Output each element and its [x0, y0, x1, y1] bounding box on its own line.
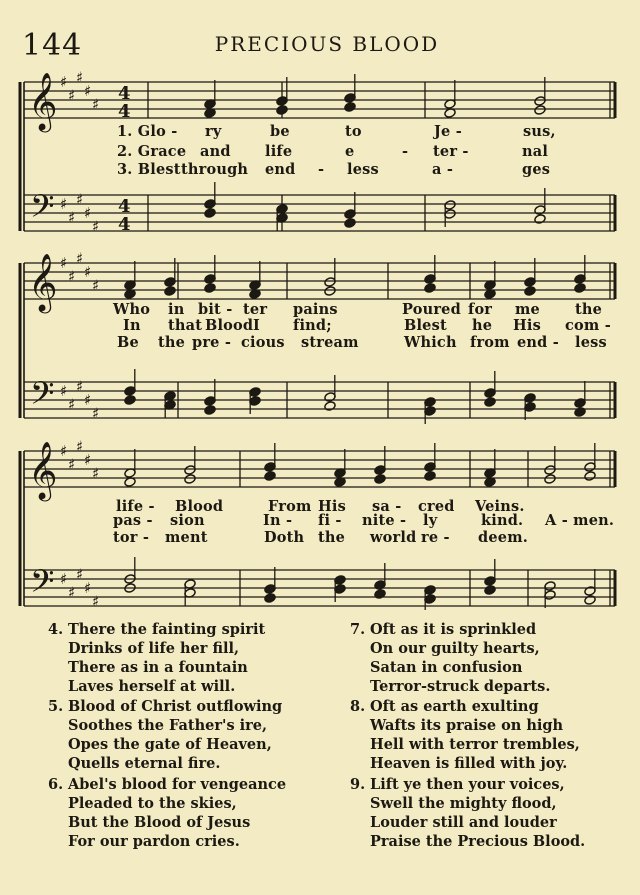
treble-clef: 𝄞: [28, 253, 58, 311]
quarter-note: [164, 286, 176, 297]
stanza-text: For our pardon cries.: [68, 833, 240, 850]
quarter-note: [124, 395, 136, 406]
sharp-sign: ♯: [76, 68, 84, 87]
stanza-text: Wafts its praise on high: [370, 717, 564, 734]
stanza-line: [350, 775, 585, 794]
stanza-number: 4.: [48, 621, 64, 638]
stanza-line: [350, 677, 550, 696]
half-note: [534, 105, 546, 116]
sharp-sign: ♯: [60, 195, 68, 213]
quarter-note: [204, 405, 216, 416]
stanza-text: There the fainting spirit: [68, 621, 266, 638]
sharp-sign: ♯: [60, 254, 68, 272]
lyric-syllable: the: [318, 529, 346, 546]
sharp-sign: ♯: [60, 570, 68, 588]
sharp-sign: ♯: [76, 565, 84, 584]
quarter-note: [574, 283, 586, 294]
lyric-syllable: tor -: [113, 529, 150, 546]
lyric-syllable: Je -: [434, 123, 462, 140]
stanza-number: 6.: [48, 776, 64, 793]
sharp-sign: ♯: [76, 249, 84, 268]
quarter-note: [344, 102, 356, 113]
stanza-line: [48, 775, 286, 794]
lyric-syllable: I: [253, 317, 260, 334]
quarter-note: [424, 471, 436, 482]
lyric-syllable: me: [515, 301, 540, 318]
stanza-text: Hell with terror trembles,: [370, 736, 580, 753]
time-signature-top: 4: [118, 83, 131, 104]
sharp-sign: ♯: [84, 263, 92, 281]
stanza-text: Praise the Precious Blood.: [370, 833, 586, 850]
hymn-title: PRECIOUS BLOOD: [214, 32, 440, 56]
lyric-syllable: he: [472, 317, 493, 334]
bass-clef: 𝄢: [30, 375, 55, 419]
lyric-syllable: ly: [423, 512, 438, 529]
lyric-syllable: e: [345, 143, 355, 160]
sharp-sign: ♯: [60, 73, 68, 91]
lyric-syllable: end -: [517, 334, 559, 351]
stanza-text: Oft as earth exulting: [370, 698, 539, 715]
lyric-syllable: kind.: [481, 512, 524, 529]
quarter-note: [374, 589, 386, 600]
stanza-line: [350, 658, 550, 677]
stanza-number: 7.: [350, 621, 366, 638]
lyric-syllable: deem.: [478, 529, 528, 546]
lyric-syllable: and: [200, 143, 231, 160]
bass-clef: 𝄢: [30, 188, 55, 232]
quarter-note: [264, 593, 276, 604]
stanza-number: 5.: [48, 698, 64, 715]
bass-clef: 𝄢: [30, 563, 55, 607]
lyric-syllable: that: [168, 317, 203, 334]
lyric-syllable: for: [468, 301, 493, 318]
sharp-sign: ♯: [76, 377, 84, 396]
lyric-syllable: Blest: [404, 317, 447, 334]
sharp-sign: ♯: [76, 437, 84, 456]
stanza-number: 8.: [350, 698, 366, 715]
lyric-syllable: ges: [522, 161, 551, 178]
stanza-number: 9.: [350, 776, 366, 793]
stanza-text: On our guilty hearts,: [370, 640, 540, 657]
quarter-note: [374, 474, 386, 485]
lyric-syllable: end: [265, 161, 296, 178]
quarter-note: [574, 407, 586, 418]
sharp-sign: ♯: [60, 442, 68, 460]
stanza-text: Swell the mighty flood,: [370, 795, 557, 812]
lyric-syllable: pains: [293, 301, 338, 318]
stanza-text: But the Blood of Jesus: [68, 814, 251, 831]
lyric-syllable: a -: [432, 161, 454, 178]
lyric-syllable: world: [370, 529, 417, 546]
lyric-syllable: Be: [117, 334, 139, 351]
time-signature-bottom: 4: [118, 101, 131, 122]
lyric-syllable: ry: [205, 123, 222, 140]
stanza-line: [350, 754, 580, 773]
stanza-text: Oft as it is sprinkled: [370, 621, 537, 638]
lyric-syllable: cious: [241, 334, 285, 351]
lyric-syllable: in: [168, 301, 185, 318]
lyric-syllable: ment: [165, 529, 208, 546]
sharp-sign: ♯: [92, 95, 100, 114]
sharp-sign: ♯: [92, 592, 100, 610]
lyric-syllable: Blood: [205, 317, 254, 334]
sharp-sign: ♯: [68, 208, 76, 227]
sharp-sign: ♯: [92, 404, 100, 423]
lyric-syllable: pas -: [113, 512, 153, 529]
stanza-line: [48, 735, 282, 754]
lyric-syllable: 3. Blest: [117, 161, 181, 178]
time-signature-bottom: 4: [118, 214, 131, 235]
stanza-text: Laves herself at will.: [68, 678, 236, 695]
lyric-syllable: Which: [404, 334, 457, 351]
sharp-sign: ♯: [92, 276, 100, 295]
lyric-syllable: -: [318, 161, 325, 178]
quarter-note: [484, 397, 496, 408]
stanza-line: [350, 639, 550, 658]
lyric-syllable: from: [470, 334, 510, 351]
lyric-syllable: In: [123, 317, 141, 334]
lyric-syllable: His: [513, 317, 541, 334]
page-number: 144: [22, 28, 83, 63]
stanza-text: There as in a fountain: [68, 659, 248, 676]
stanza-text: Louder still and louder: [370, 814, 557, 831]
sharp-sign: ♯: [84, 391, 92, 409]
stanza: [350, 775, 585, 851]
lyric-syllable: to: [345, 123, 362, 140]
lyric-syllable: Who: [113, 301, 151, 318]
sharp-sign: ♯: [68, 455, 76, 474]
stanza-text: Heaven is filled with joy.: [370, 755, 568, 772]
half-note: [584, 595, 596, 606]
lyric-syllable: Veins.: [475, 498, 525, 515]
lyric-syllable: Blood: [175, 498, 224, 515]
lyric-syllable: life -: [116, 498, 155, 515]
sharp-sign: ♯: [68, 86, 76, 105]
stanza-line: [48, 658, 265, 677]
lyric-syllable: In -: [263, 512, 293, 529]
stanza-line: [48, 794, 286, 813]
lyric-syllable: stream: [301, 334, 359, 351]
stanza-text: Drinks of life her fill,: [68, 640, 240, 657]
stanza: [350, 697, 580, 773]
lyric-syllable: life: [265, 143, 293, 160]
stanza-line: [350, 832, 585, 851]
lyric-syllable: His: [318, 498, 346, 515]
quarter-note: [344, 218, 356, 229]
stanza-line: [350, 813, 585, 832]
lyric-syllable: 2. Grace: [117, 143, 187, 160]
stanza-text: Abel's blood for vengeance: [68, 776, 287, 793]
lyric-syllable: ter: [243, 301, 268, 318]
sharp-sign: ♯: [92, 217, 100, 236]
quarter-note: [484, 585, 496, 596]
treble-clef: 𝄞: [28, 441, 58, 499]
lyric-syllable: sion: [170, 512, 205, 529]
stanza-text: Pleaded to the skies,: [68, 795, 237, 812]
lyric-syllable: ter -: [433, 143, 469, 160]
half-note: [184, 474, 196, 485]
stanza: [48, 620, 265, 696]
stanza-line: [350, 794, 585, 813]
lyric-syllable: the: [158, 334, 186, 351]
lyric-syllable: pre -: [192, 334, 232, 351]
stanza-text: Lift ye then your voices,: [370, 776, 565, 793]
stanza-line: [48, 620, 265, 639]
lyric-syllable: sus,: [523, 123, 556, 140]
stanza: [48, 775, 286, 851]
lyric-syllable: bit -: [198, 301, 233, 318]
stanza-line: [350, 697, 580, 716]
lyric-syllable: A - men.: [545, 512, 615, 529]
sharp-sign: ♯: [84, 451, 92, 469]
stanza: [350, 620, 550, 696]
lyric-syllable: sa -: [372, 498, 402, 515]
lyric-syllable: less: [575, 334, 607, 351]
quarter-note: [424, 283, 436, 294]
time-signature-top: 4: [118, 196, 131, 217]
stanza-text: Satan in confusion: [370, 659, 523, 676]
sharp-sign: ♯: [84, 82, 92, 100]
sharp-sign: ♯: [84, 204, 92, 222]
stanza-line: [48, 677, 265, 696]
stanza-line: [48, 697, 282, 716]
lyric-syllable: 1. Glo -: [117, 123, 178, 140]
sharp-sign: ♯: [76, 190, 84, 209]
lyric-syllable: find;: [293, 317, 332, 334]
quarter-note: [264, 471, 276, 482]
stanza-text: Blood of Christ outflowing: [68, 698, 283, 715]
stanza-line: [48, 716, 282, 735]
sharp-sign: ♯: [68, 583, 76, 602]
half-note: [324, 286, 336, 297]
lyric-syllable: From: [268, 498, 312, 515]
quarter-note: [524, 286, 536, 297]
sharp-sign: ♯: [84, 579, 92, 597]
sharp-sign: ♯: [92, 464, 100, 483]
stanza-line: [48, 754, 282, 773]
lyric-syllable: fi -: [318, 512, 342, 529]
sharp-sign: ♯: [60, 382, 68, 400]
stanza-text: Opes the gate of Heaven,: [68, 736, 272, 753]
lyric-syllable: through: [181, 161, 249, 178]
half-note: [544, 474, 556, 485]
stanza-line: [48, 813, 286, 832]
stanza-line: [48, 639, 265, 658]
treble-clef: 𝄞: [28, 72, 58, 130]
lyric-syllable: be: [270, 123, 290, 140]
stanza-text: Soothes the Father's ire,: [68, 717, 268, 734]
lyric-syllable: com -: [565, 317, 611, 334]
lyric-syllable: the: [575, 301, 603, 318]
lyric-syllable: re -: [421, 529, 450, 546]
sharp-sign: ♯: [68, 395, 76, 414]
lyric-syllable: Doth: [264, 529, 305, 546]
half-note: [584, 471, 596, 482]
stanza-line: [350, 716, 580, 735]
quarter-note: [204, 283, 216, 294]
stanza-text: Terror-struck departs.: [370, 678, 551, 695]
stanza: [48, 697, 282, 773]
lyric-syllable: Poured: [402, 301, 461, 318]
sharp-sign: ♯: [68, 267, 76, 286]
half-note: [324, 401, 336, 412]
lyric-syllable: -: [402, 143, 409, 160]
lyric-syllable: cred: [418, 498, 455, 515]
quarter-note: [276, 105, 288, 116]
lyric-syllable: nal: [522, 143, 549, 160]
stanza-text: Quells eternal fire.: [68, 755, 221, 772]
stanza-line: [350, 620, 550, 639]
stanza-line: [48, 832, 286, 851]
lyric-syllable: less: [347, 161, 379, 178]
stanza-line: [350, 735, 580, 754]
half-note: [534, 214, 546, 225]
lyric-syllable: nite -: [362, 512, 407, 529]
quarter-note: [204, 208, 216, 219]
